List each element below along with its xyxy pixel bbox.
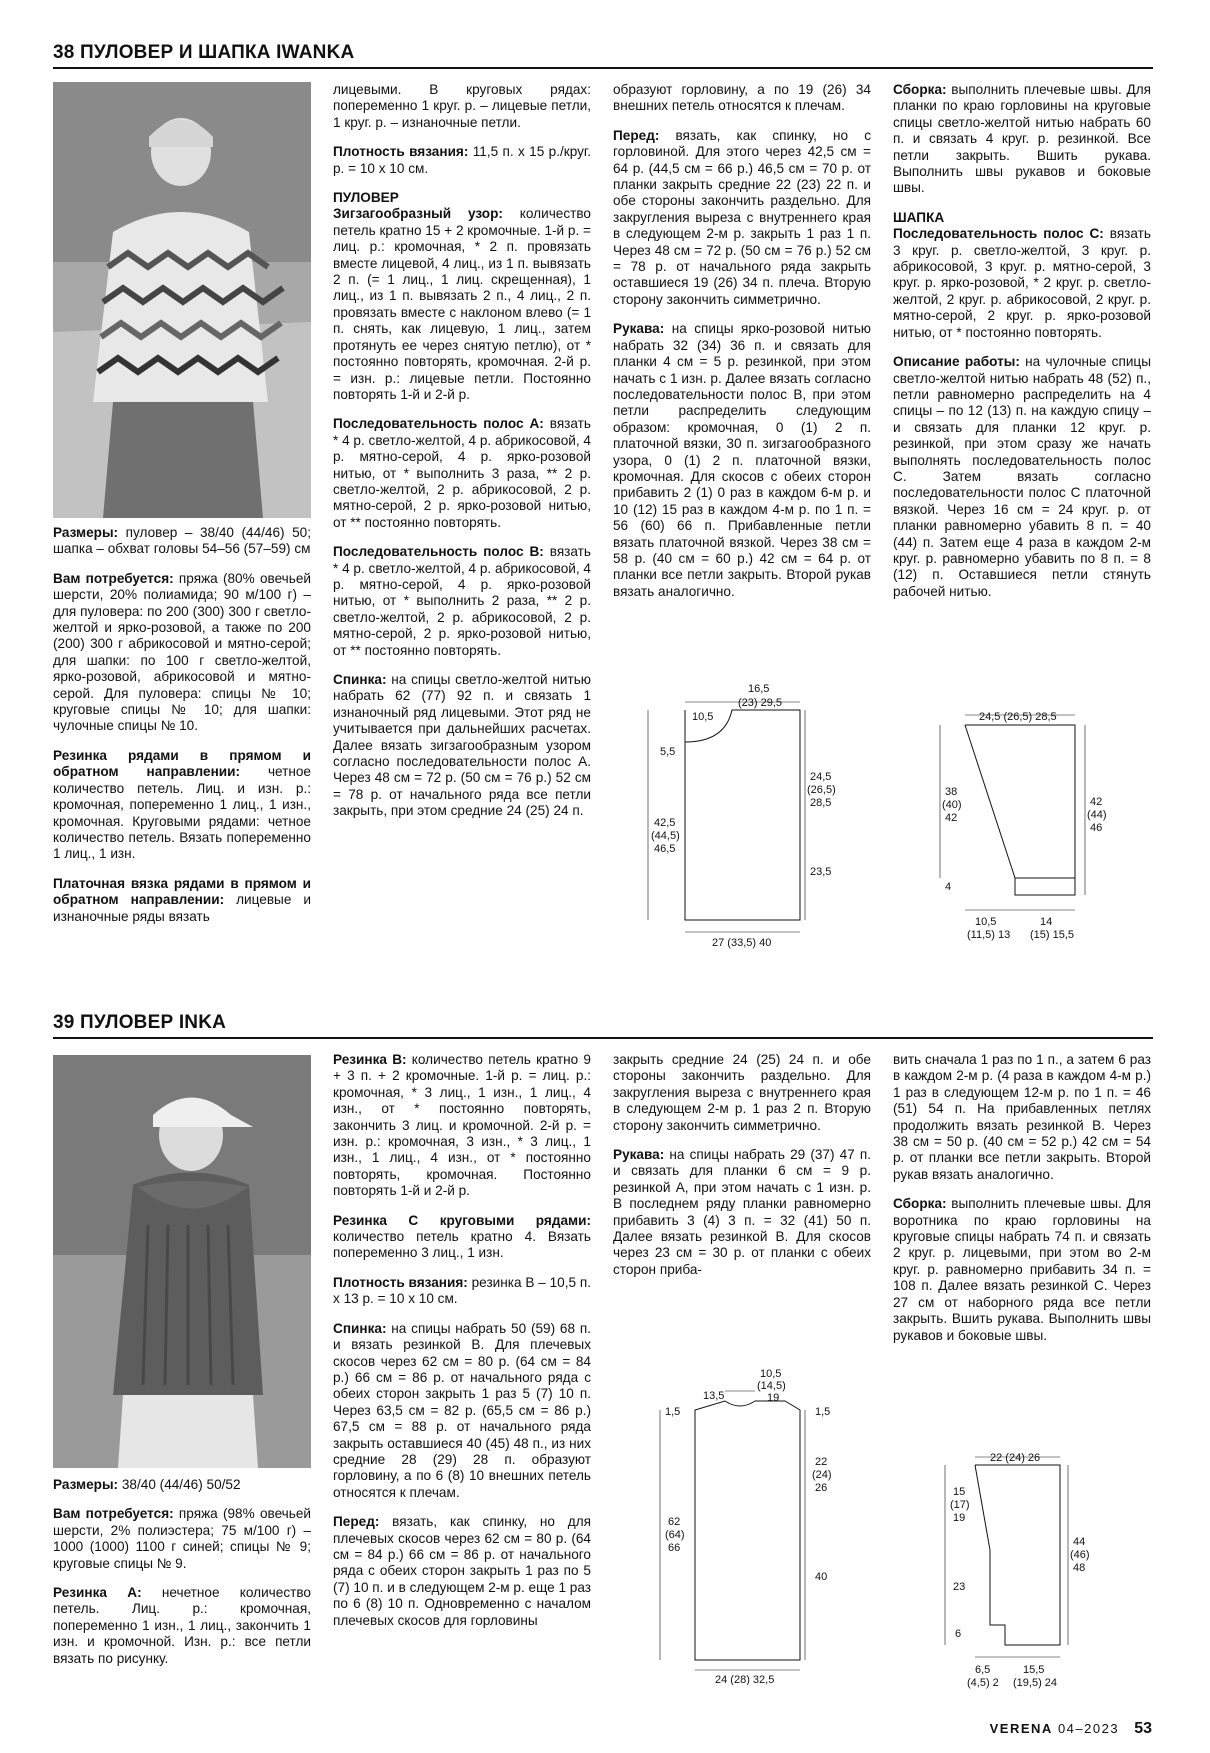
s38-sleeves: Рукава: на спицы ярко-розовой нитью набрать 32 (34) 36 п. и связать для планки 4 см = 5 р. резинкой, при этом начать с 1 изн. р. Далее вязать согласно последовательности полос В, при этом петли распределить следующим образом: кромочная, 0 (1) 2 п. платочной вязки, 30 п. зигзагообразного узора, 0 (1) 2 п. платочной вязки, кромочная. Для скосов с обеих сторон прибавить 2 (1) 0 раз в каждом 6-м р. и 10 (12) 15 раз в каждом 4-м р. по 1 п. = 56 (60) 66 п. Прибавленные петли вязать платочной вязкой. Через 38 см = 58 р. (40 см = 60 р.) 42 см = 64 р. от планки все петли закрыть. Второй рукав вязать аналогично. bbox=[613, 321, 871, 599]
s38-hat-heading: ШАПКА bbox=[893, 209, 945, 225]
s38-column-4 bbox=[893, 82, 1151, 613]
sleeve-bottom-right-label: 15,5 bbox=[1023, 1664, 1045, 1676]
s38-sleeve-schematic bbox=[935, 700, 1135, 950]
s39-sleeves: Рукава: на спицы набрать 29 (37) 47 п. и связать для планки 6 см = 9 р. резинкой А, при этом начать с 1 изн. р. В последнем ряду планки равномерно прибавить 3 (4) 3 п. = 32 (41) 50 п. Далее вязать резинкой В. Для скосов через 23 см = 30 р. от планки с обеих сторон приба- bbox=[613, 1147, 871, 1277]
page-number: 53 bbox=[1134, 1720, 1152, 1737]
shoulder-label: 13,5 bbox=[703, 1390, 725, 1402]
s39-front-cont: закрыть средние 24 (25) 24 п. и обе стороны закончить раздельно. Для закругления выреза с внутреннего края в следующем 2-м р. 1 раз 2 п. Вторую сторону закончить симметрично. bbox=[613, 1052, 871, 1133]
width-label: 27 (33,5) 40 bbox=[712, 937, 772, 949]
s39-sleeve-schematic bbox=[935, 1445, 1135, 1705]
armhole-label: 22 bbox=[815, 1456, 828, 1468]
shoulder-width-label-2: (23) 29,5 bbox=[738, 697, 783, 709]
s38-rib-flat: Резинка рядами в прямом и обратном направлении: четное количество петель. Лиц. и изн. р.: кромочная, попеременно 1 лиц., 1 изн., кромочная. Круговыми рядами: четное количество петель. Вязать попеременно 1 лиц., 1 изн. bbox=[53, 747, 311, 862]
slope-right-label: 1,5 bbox=[815, 1406, 831, 1418]
neck-depth-label: 5,5 bbox=[660, 746, 676, 758]
sleeve-bottom-left-label-2: (4,5) 2 bbox=[967, 1677, 999, 1689]
armhole-label-3: 26 bbox=[815, 1482, 828, 1494]
photo-pullover-hat-iwanka bbox=[53, 82, 311, 518]
s39-body-schematic bbox=[655, 1365, 855, 1685]
s39-column-2 bbox=[333, 1052, 591, 1642]
s38-column-1 bbox=[53, 525, 311, 938]
sleeve-bottom-right-label-2: (19,5) 24 bbox=[1013, 1677, 1058, 1689]
neck-width-label-2: (14,5) bbox=[757, 1380, 786, 1392]
s39-rib-c: Резинка С круговыми рядами: количество петель кратно 4. Вязать попеременно 3 лиц., 1 изн. bbox=[333, 1212, 591, 1261]
cuff-label: 6 bbox=[955, 1628, 962, 1640]
s38-front: Перед: вязать, как спинку, но с горловиной. Для этого через 42,5 см = 64 р. (44,5 см = 66 р.) 46,5 см = 70 р. от планки закрыть средние 22 (23) 22 п. и обе стороны закончить раздельно. Для закругления выреза с внутреннего края в следующем 2-м р. закрыть 1 раз 1 п. Через 48 см = 72 р. (50 см = 76 р.) 52 см = 78 р. от начального ряда закрыть оставшиеся 19 (26) 34 п. плеча. Вторую сторону закончить симметрично. bbox=[613, 127, 871, 307]
s39-gauge: Плотность вязания: резинка В – 10,5 п. х 13 р. = 10 х 10 см. bbox=[333, 1274, 591, 1307]
s38-column-3 bbox=[613, 82, 871, 613]
s38-materials: Вам потребуется: пряжа (80% овечьей шерсти, 20% полиамида; 90 м/100 г) – для пуловера: по 200 (300) 300 г светло-желтой и ярко-розовой, а также по 200 (200) 300 г абрикосовой и мятно-серой; для шапки: по 100 г светло-желтой, ярко-розовой, абрикосовой и мятно-серой. Для пуловера: спицы № 10; круговые спицы № 10; для шапки: чулочные спицы № 10. bbox=[53, 570, 311, 734]
sleeve-left-label-2: (40) bbox=[942, 799, 962, 811]
s38-stripes-b: Последовательность полос В: вязать * 4 р. светло-желтой, 4 р. абрикосовой, 4 р. мятно-серой, 4 р. ярко-розовой нитью, от * выполнить 2 раза, ** 2 р. светло-желтой, 2 р. абрикосовой, 2 р. мятно-серой, 2 р. ярко-розовой нитью, от ** постоянно повторять. bbox=[333, 544, 591, 658]
length-label-3: 46,5 bbox=[654, 843, 676, 855]
length-label-3: 66 bbox=[668, 1542, 681, 1554]
s38-back: Спинка: на спицы светло-желтой нитью набрать 62 (77) 92 п. и связать 1 изнаночный ряд лицевыми. Этот ряд не учитывается при дальнейших расчетах. Далее вязать зигзагообразным узором согласно последовательности полос А. Через 48 см = 72 р. (50 см = 76 р.) 52 см = 78 р. от начального ряда все петли закрыть, при этом средние 24 (25) 24 п. bbox=[333, 672, 591, 819]
s38-gauge: Плотность вязания: 11,5 п. х 15 р./круг. р. = 10 х 10 см. bbox=[333, 144, 591, 176]
s39-back: Спинка: на спицы набрать 50 (59) 68 п. и вязать резинкой В. Для плечевых скосов через 62 см = 80 р. (64 см = 84 р.) 66 см = 86 р. от начального ряда с обеих сторон закрыть 1 раз 5 (7) 10 п. Через 63,5 см = 82 р. (65,5 см = 86 р.) 67,5 см = 88 р. от начального ряда закрыть оставшиеся 40 (45) 48 п., из них средние 28 (29) 28 п. образуют горловину, а по 6 (8) 10 внешних петель относятся к плечам. bbox=[333, 1320, 591, 1500]
issue-number: 04–2023 bbox=[1057, 1721, 1120, 1736]
sleeve-right-label-3: 48 bbox=[1073, 1562, 1086, 1574]
sleeve-right-label-2: (46) bbox=[1070, 1549, 1090, 1561]
s39-materials: Вам потребуется: пряжа (98% овечьей шерсти, 2% полиэстера; 75 м/100 г) – 1000 (1000) 1100 г синей; спицы № 9; круговые спицы № 9. bbox=[53, 1506, 311, 1571]
s38-back-cont: образуют горловину, а по 19 (26) 34 внешних петель относятся к плечам. bbox=[613, 82, 871, 114]
s39-column-4 bbox=[893, 1052, 1151, 1357]
magazine-brand: VERENA bbox=[989, 1721, 1053, 1736]
s38-assembly: Сборка: выполнить плечевые швы. Для планки по краю горловины на круговые спицы светло-желтой нитью набрать 60 п. и связать 4 круг. р. резинкой. Все петли закрыть. Вшить рукава. Выполнить швы рукавов и боковые швы. bbox=[893, 82, 1151, 196]
s38-stripes-c: Последовательность полос С: вязать 3 круг. р. светло-желтой, 3 круг. р. абрикосовой, 3 круг. р. мятно-серой, 3 круг. р. ярко-розовой, * 2 круг. р. светло-желтой, 2 круг. р. абрикосовой, 2 круг. р. мятно-серой, 2 круг. р. ярко-розовой нитью, от * постоянно повторять. bbox=[893, 226, 1151, 340]
neck-width-label: 10,5 bbox=[692, 711, 714, 723]
s38-garter-flat: Платочная вязка рядами в прямом и обратном направлении: лицевые и изнаночные ряды вязать bbox=[53, 875, 311, 924]
sleeve-right-label-3: 46 bbox=[1090, 822, 1103, 834]
lower-length-label: 40 bbox=[815, 1571, 828, 1583]
sleeve-left-label: 38 bbox=[945, 786, 958, 798]
sleeve-left-label-3: 42 bbox=[945, 812, 958, 824]
s39-rib-b: Резинка В: количество петель кратно 9 + 3 п. + 2 кромочные. 1-й р. = лиц. р.: кромочная, * 3 лиц., 1 изн., 1 лиц., 4 изн., от * постоянно повторять, закончить 3 лиц. и кромочной. 2-й р. = изн. р.: кромочная, 3 изн., * 3 лиц., 1 изн., 1 лиц., 4 изн., от * постоянно повторять, кромочная. Постоянно повторять 1-й и 2-й р. bbox=[333, 1052, 591, 1199]
sleeve-lower-label: 23 bbox=[953, 1581, 966, 1593]
length-label-2: (44,5) bbox=[651, 830, 680, 842]
section-title-38: 38 ПУЛОВЕР И ШАПКА IWANKA bbox=[53, 42, 1153, 69]
armhole-label-2: (24) bbox=[812, 1469, 832, 1481]
sleeve-right-label-2: (44) bbox=[1087, 809, 1107, 821]
length-label-2: (64) bbox=[665, 1529, 685, 1541]
armhole-label-3: 28,5 bbox=[810, 797, 832, 809]
s38-hat-work: Описание работы: на чулочные спицы светло-желтой нитью набрать 48 (52) п., петли равномерно распределить на 4 спицы – по 12 (13) п. на каждую спицу – и связать для планки 12 круг. р. резинкой, при этом сразу же начать выполнять последовательность полос С. Затем вязать согласно последовательности полос С платочной вязкой. Через 16 см = 24 круг. р. от планки равномерно убавить 8 п. = 40 (44) п. Затем еще 4 раза в каждом 2-м круг. р. равномерно убавить по 8 п. = 8 (12) п. Оставшиеся петли стянуть рабочей нитью. bbox=[893, 354, 1151, 599]
width-label: 24 (28) 32,5 bbox=[715, 1674, 775, 1685]
sleeve-upper-label-3: 19 bbox=[953, 1512, 966, 1524]
s38-sizes: Размеры: пуловер – 38/40 (44/46) 50; шапка – обхват головы 54–56 (57–59) см bbox=[53, 525, 311, 557]
s39-front: Перед: вязать, как спинку, но для плечевых скосов через 62 см = 80 р. (64 см = 84 р.) 66 см = 86 р. от начального ряда с обеих сторон закрыть 1 раз по 5 (7) 10 п. и в следующем 2-м р. еще 1 раз по 6 (8) 10 п. Одновременно с началом плечевых скосов для горловины bbox=[333, 1514, 591, 1628]
s38-body-schematic bbox=[640, 680, 840, 950]
s39-assembly: Сборка: выполнить плечевые швы. Для воротника по краю горловины на круговые спицы набрать 74 п. и связать 2 круг. р. лицевыми, при этом во 2-м круг. р. равномерно прибавить 34 п. = 108 п. Далее вязать резинкой С. Через 27 см от наборного ряда все петли закрыть. Вшить рукава. Выполнить швы рукавов и боковые швы. bbox=[893, 1196, 1151, 1343]
armhole-label: 24,5 bbox=[810, 771, 832, 783]
sleeve-top-label: 22 (24) 26 bbox=[990, 1452, 1041, 1464]
lower-length-label: 23,5 bbox=[810, 866, 832, 878]
page-footer bbox=[990, 1720, 1152, 1738]
s39-column-3 bbox=[613, 1052, 871, 1291]
section-title-39: 39 ПУЛОВЕР INKA bbox=[53, 1012, 1153, 1039]
length-label: 42,5 bbox=[654, 817, 676, 829]
armhole-label-2: (26,5) bbox=[807, 784, 836, 796]
s38-garter-round: лицевыми. В круговых рядах: попеременно 1 круг. р. – лицевые петли, 1 круг. р. – изнаночные петли. bbox=[333, 82, 591, 130]
sleeve-upper-label-2: (17) bbox=[950, 1499, 970, 1511]
slope-left-label: 1,5 bbox=[665, 1406, 681, 1418]
sleeve-right-label: 42 bbox=[1090, 796, 1103, 808]
cuff-label: 4 bbox=[945, 881, 952, 893]
s39-rib-a: Резинка А: нечетное количество петель. Лиц. р.: кромочная, попеременно 1 изн., 1 лиц., закончить 1 изн. и кромочной. Изн. р.: все петли вязать по рисунку. bbox=[53, 1585, 311, 1666]
s38-zigzag: Зигзагообразный узор: количество петель кратно 15 + 2 кромочные. 1-й р. = лиц. р.: кромочная, * 2 п. провязать вместе лицевой, 4 лиц., из 1 п. вывязать 2 п. (= 1 лиц., 1 лиц. скрещенная), 1 лиц., из 1 п. вывязать 2 п., 4 лиц., 2 п. провязать вместе с наклоном влево (= 1 п. снять, как лицевую, 1 лиц., затем протянуть ее через снятую петлю), от * постоянно повторять, кромочная. 2-й р. = изн. р.: лицевые петли. Постоянно повторять 1-й и 2-й р. bbox=[333, 206, 591, 402]
sleeve-bottom-left-label: 10,5 bbox=[975, 916, 997, 928]
neck-width-label-3: 19 bbox=[767, 1392, 780, 1404]
s39-sleeves-cont: вить сначала 1 раз по 1 п., а затем 6 раз в каждом 2-м р. (4 раза в каждом 4-м р.) 1 раз в следующем 12-м р. по 1 п. = 46 (51) 54 п. На прибавленных петлях продолжить вязать резинкой В. Через 38 см = 50 р. (40 см = 52 р.) 42 см = 54 р. от планки все петли закрыть. Второй рукав вязать аналогично. bbox=[893, 1052, 1151, 1182]
sleeve-bottom-left-label-2: (11,5) 13 bbox=[967, 929, 1011, 941]
s38-column-2 bbox=[333, 82, 591, 833]
length-label: 62 bbox=[668, 1516, 681, 1528]
sleeve-upper-label: 15 bbox=[953, 1486, 966, 1498]
s38-stripes-a: Последовательность полос А: вязать * 4 р. светло-желтой, 4 р. абрикосовой, 4 р. мятно-серой, 4 р. ярко-розовой нитью, от * выполнить 3 раза, ** 2 р. светло-желтой, 2 р. абрикосовой, 2 р. мятно-серой, 2 р. ярко-розовой нитью, от ** постоянно повторять. bbox=[333, 416, 591, 530]
sleeve-top-label: 24,5 (26,5) 28,5 bbox=[979, 711, 1057, 723]
s39-sizes: Размеры: 38/40 (44/46) 50/52 bbox=[53, 1477, 241, 1492]
shoulder-width-label: 16,5 bbox=[748, 683, 770, 695]
sleeve-bottom-right-label: 14 bbox=[1040, 916, 1053, 928]
s39-column-1 bbox=[53, 1477, 311, 1680]
s38-pullover-heading: ПУЛОВЕР bbox=[333, 190, 399, 206]
sleeve-bottom-right-label-2: (15) 15,5 bbox=[1030, 929, 1075, 941]
photo-pullover-inka bbox=[53, 1055, 311, 1468]
neck-width-label: 10,5 bbox=[760, 1368, 782, 1380]
sleeve-right-label: 44 bbox=[1073, 1536, 1086, 1548]
sleeve-bottom-left-label: 6,5 bbox=[975, 1664, 991, 1676]
